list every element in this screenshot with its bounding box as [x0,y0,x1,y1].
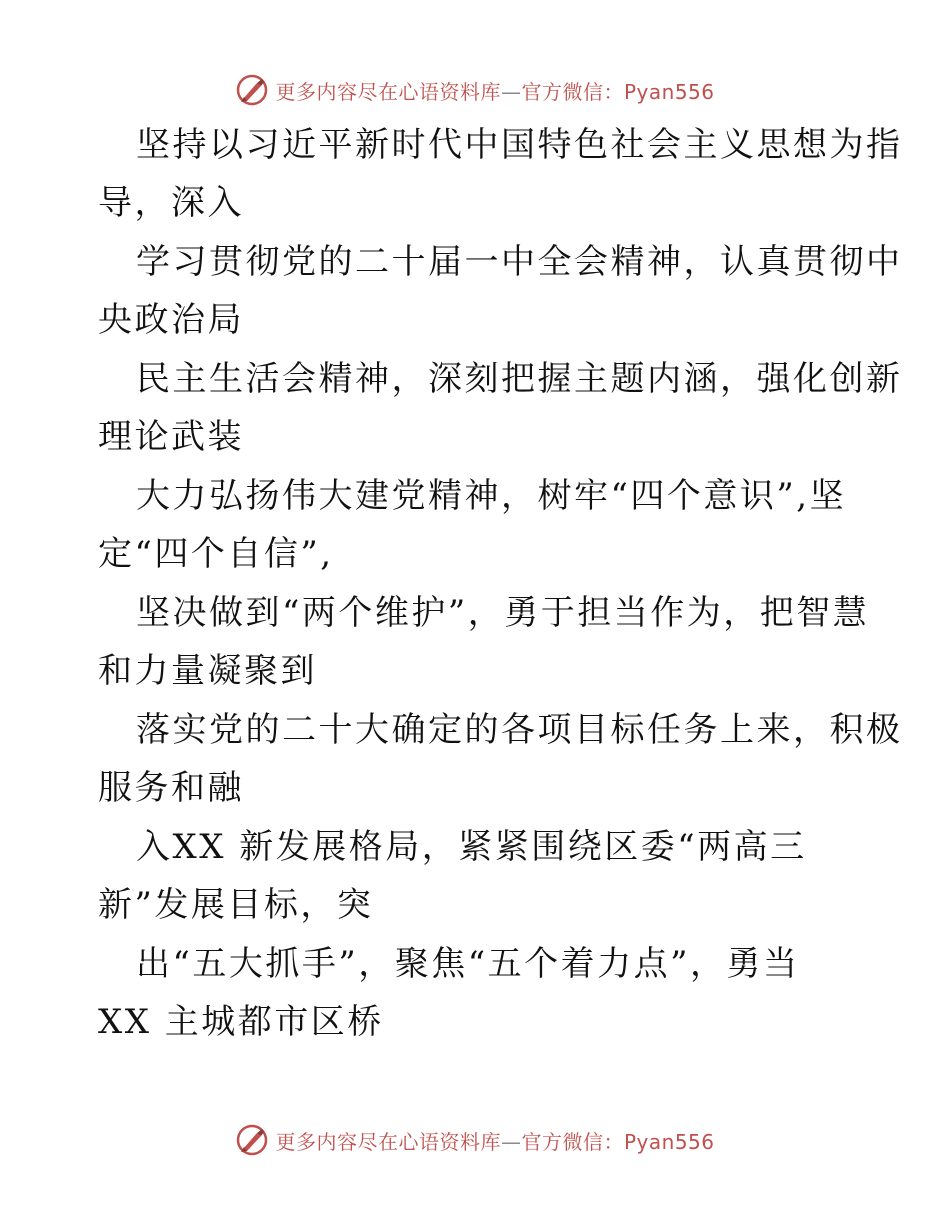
text-line: 大力弘扬伟大建党精神，树牢“四个意识”,坚 [136,476,847,516]
text-line: 新”发展目标，突 [98,885,374,925]
watermark-id: Pyan556 [623,1129,715,1154]
watermark-dash: — [500,79,522,104]
text-line: 服务和融 [98,768,244,808]
watermark-id: Pyan556 [623,79,715,104]
text-line: 坚决做到“两个维护”，勇于担当作为，把智慧 [136,593,870,633]
text-line: 定“四个自信”, [98,534,334,574]
watermark-text [275,1126,714,1155]
text-line: 理论武装 [98,417,244,457]
text-line: 和力量凝聚到 [98,651,317,691]
text-line: 出“五大抓手”，聚焦“五个着力点”，勇当 [136,944,800,984]
text-line: XX 主城都市区桥 [98,1002,384,1042]
footer-watermark [0,1120,950,1160]
pen-logo-icon [235,1123,269,1157]
watermark-main: 更多内容尽在心语资料库 [275,1129,501,1154]
text-line: 坚持以习近平新时代中国特色社会主义思想为指 [136,125,903,165]
text-line: 导，深入 [98,183,244,223]
text-line: 央政治局 [98,300,244,340]
header-watermark [0,70,950,110]
watermark-main: 更多内容尽在心语资料库 [275,79,501,104]
watermark-label: 官方微信： [521,79,624,104]
watermark-text [275,76,714,105]
watermark-dash: — [500,1129,522,1154]
text-line: 学习贯彻党的二十届一中全会精神，认真贯彻中 [136,242,903,282]
text-line: 入XX 新发展格局，紧紧围绕区委“两高三 [136,827,807,867]
watermark-label: 官方微信： [521,1129,624,1154]
pen-logo-icon [235,73,269,107]
text-line: 民主生活会精神，深刻把握主题内涵，强化创新 [136,359,903,399]
text-line: 落实党的二十大确定的各项目标任务上来，积极 [136,710,903,750]
